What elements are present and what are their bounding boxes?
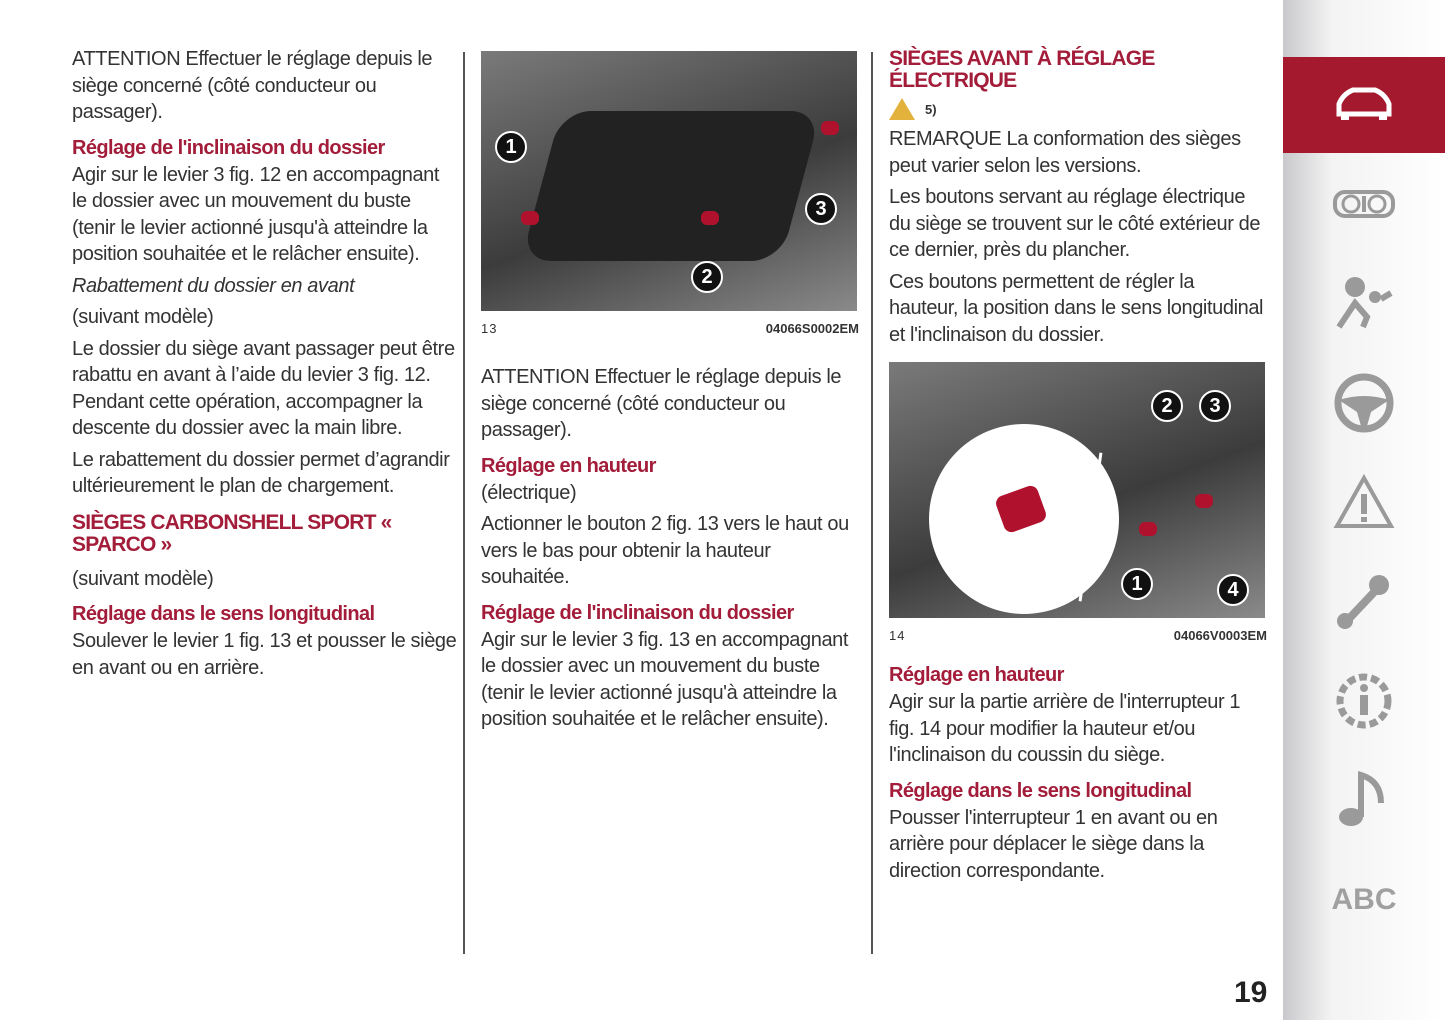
section-title-electric-seats: SIÈGES AVANT À RÉGLAGE ÉLECTRIQUE — [889, 47, 1155, 92]
figure-code: 04066V0003EM — [1173, 628, 1267, 643]
sidebar-item-technical-data[interactable] — [1283, 653, 1445, 749]
sidebar-item-driving[interactable] — [1283, 355, 1445, 451]
sidebar-item-index[interactable] — [1283, 852, 1445, 948]
paragraph: (suivant modèle) — [72, 306, 214, 328]
figure-number: 14 — [889, 628, 906, 643]
paragraph: Le dossier du siège avant passager peut être rabattu en avant à l’aide du levier 3 fig. 12. Pendant cette opération, accompagner la descente du dossier avec la main libre. — [72, 337, 455, 439]
paragraph: (suivant modèle) — [72, 567, 214, 590]
heading-longitudinal: Réglage dans le sens longitudinal — [72, 603, 375, 625]
column-3 — [889, 46, 1267, 889]
music-note-icon — [1331, 767, 1397, 833]
callout-3: 3 — [805, 193, 837, 225]
page-number: 19 — [1234, 976, 1268, 1009]
attention-text: ATTENTION Effectuer le réglage depuis le siège concerné (côté conducteur ou passager). — [72, 48, 433, 123]
figure-caption — [481, 321, 859, 336]
sidebar-item-emergency[interactable] — [1283, 455, 1445, 551]
sidebar-item-multimedia[interactable] — [1283, 752, 1445, 848]
figure-code: 04066S0002EM — [765, 321, 859, 336]
callout-2: 2 — [691, 261, 723, 293]
heading-backrest: Réglage de l'inclinaison du dossier — [481, 601, 794, 624]
figure-caption — [889, 628, 1267, 643]
paragraph: Actionner le bouton 2 fig. 13 vers le haut ou vers le bas pour obtenir la hauteur souhaitée. — [481, 513, 849, 588]
callout-4: 4 — [1217, 574, 1249, 606]
sidebar-item-safety[interactable] — [1283, 256, 1445, 352]
column-divider — [463, 52, 465, 954]
figure-14-image — [889, 362, 1265, 618]
warning-reference: 5) — [925, 101, 937, 117]
heading-height: Réglage en hauteur — [481, 454, 656, 477]
column-1 — [72, 46, 457, 686]
sidebar-item-maintenance[interactable] — [1283, 554, 1445, 650]
abc-index-label: ABC — [1331, 883, 1397, 916]
figure-13-image — [481, 51, 857, 311]
steering-wheel-icon — [1331, 370, 1397, 436]
heading-longitudinal: Réglage dans le sens longitudinal — [889, 779, 1192, 802]
paragraph: Les boutons servant au réglage électrique du siège se trouvent sur le côté extérieur de ce dernier, près du plancher. — [889, 186, 1261, 261]
paragraph: REMARQUE La conformation des sièges peut varier selon les versions. — [889, 128, 1241, 177]
sidebar-item-car[interactable] — [1283, 57, 1445, 153]
airbag-icon — [1331, 271, 1397, 337]
column-divider — [871, 52, 873, 954]
attention-text: ATTENTION Effectuer le réglage depuis le siège concerné (côté conducteur ou passager). — [481, 366, 842, 441]
callout-1: 1 — [495, 131, 527, 163]
paragraph: Soulever le levier 1 fig. 13 et pousser le siège en avant ou en arrière. — [72, 630, 457, 679]
column-2 — [481, 46, 859, 738]
paragraph: Pousser l'interrupteur 1 en avant ou en arrière pour déplacer le siège dans la direction correspondante. — [889, 806, 1218, 882]
car-icon — [1331, 72, 1397, 138]
paragraph: Agir sur la partie arrière de l'interrupteur 1 fig. 14 pour modifier la hauteur et/ou l'inclinaison du coussin du siège. — [889, 691, 1241, 766]
figure-number: 13 — [481, 321, 498, 336]
instrument-panel-icon — [1331, 172, 1397, 238]
warning-icon — [1331, 470, 1397, 536]
paragraph: Le rabattement du dossier permet d’agrandir ultérieurement le plan de chargement. — [72, 448, 450, 497]
paragraph: Agir sur le levier 3 fig. 12 en accompagnant le dossier avec un mouvement du buste (tenir le levier actionné jusqu'à atteindre la position souhaitée et le relâcher ensuite). — [72, 163, 440, 265]
heading-height: Réglage en hauteur — [889, 664, 1064, 686]
subheading-italic: Rabattement du dossier en avant — [72, 274, 355, 297]
section-title-sparco: SIÈGES CARBONSHELL SPORT « SPARCO » — [72, 510, 392, 556]
sidebar-item-instruments[interactable] — [1283, 157, 1445, 253]
callout-1: 1 — [1121, 568, 1153, 600]
warning-triangle-icon — [889, 98, 915, 120]
callout-2: 2 — [1151, 390, 1183, 422]
callout-3: 3 — [1199, 390, 1231, 422]
paragraph: (électrique) — [481, 481, 577, 504]
paragraph: Agir sur le levier 3 fig. 13 en accompagnant le dossier avec un mouvement du buste (tenir le levier actionné jusqu'à atteindre la position souhaitée et le relâcher ensuite). — [481, 628, 849, 730]
heading-backrest: Réglage de l'inclinaison du dossier — [72, 136, 385, 159]
paragraph: Ces boutons permettent de régler la hauteur, la position dans le sens longitudinal et l'inclinaison du dossier. — [889, 270, 1264, 346]
chapter-sidebar — [1283, 0, 1445, 1020]
wrench-icon — [1331, 569, 1397, 635]
info-gear-icon — [1331, 668, 1397, 734]
